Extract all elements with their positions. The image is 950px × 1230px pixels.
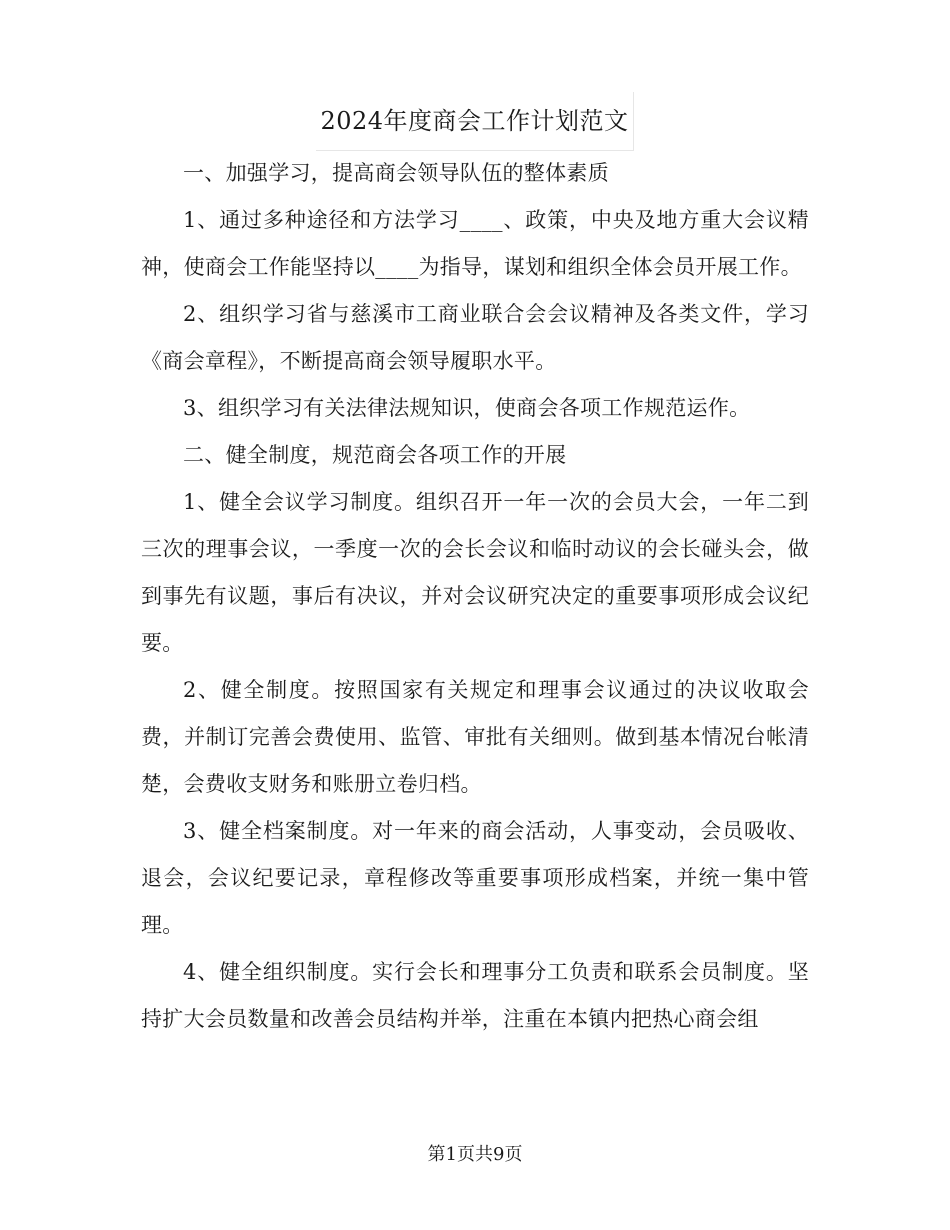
page-number-footer: 第1页共9页: [427, 1144, 523, 1165]
section-heading-2: 二、健全制度，规范商会各项工作的开展: [183, 443, 567, 467]
paragraph: 4、健全组织制度。实行会长和理事分工负责和联系会员制度。坚持扩大会员数量和改善会员结构并举，注重在本镇内把热心商会组: [141, 960, 809, 1031]
paragraph: 2、健全制度。按照国家有关规定和理事会议通过的决议收取会费，并制订完善会费使用、监管、审批有关细则。做到基本情况台帐清楚，会费收支财务和账册立卷归档。: [141, 678, 809, 796]
paragraph: 2、组织学习省与慈溪市工商业联合会会议精神及各类文件，学习《商会章程》，不断提高商会领导履职水平。: [141, 302, 809, 373]
paragraph: 3、健全档案制度。对一年来的商会活动，人事变动，会员吸收、退会，会议纪要记录，章程修改等重要事项形成档案，并统一集中管理。: [141, 819, 809, 937]
document-title: 2024年度商会工作计划范文: [316, 92, 633, 151]
document-title-container: [0, 92, 950, 151]
paragraph: 1、健全会议学习制度。组织召开一年一次的会员大会，一年二到三次的理事会议，一季度一次的会长会议和临时动议的会长碰头会，做到事先有议题，事后有决议，并对会议研究决定的重要事项形成会议纪要。: [141, 490, 809, 655]
paragraph: 3、组织学习有关法律法规知识，使商会各项工作规范运作。: [183, 396, 751, 420]
document-body: [141, 150, 809, 1043]
section-heading-1: 一、加强学习，提高商会领导队伍的整体素质: [183, 161, 609, 185]
paragraph: 1、通过多种途径和方法学习____、政策，中央及地方重大会议精神，使商会工作能坚持以____为指导，谋划和组织全体会员开展工作。: [141, 208, 809, 279]
